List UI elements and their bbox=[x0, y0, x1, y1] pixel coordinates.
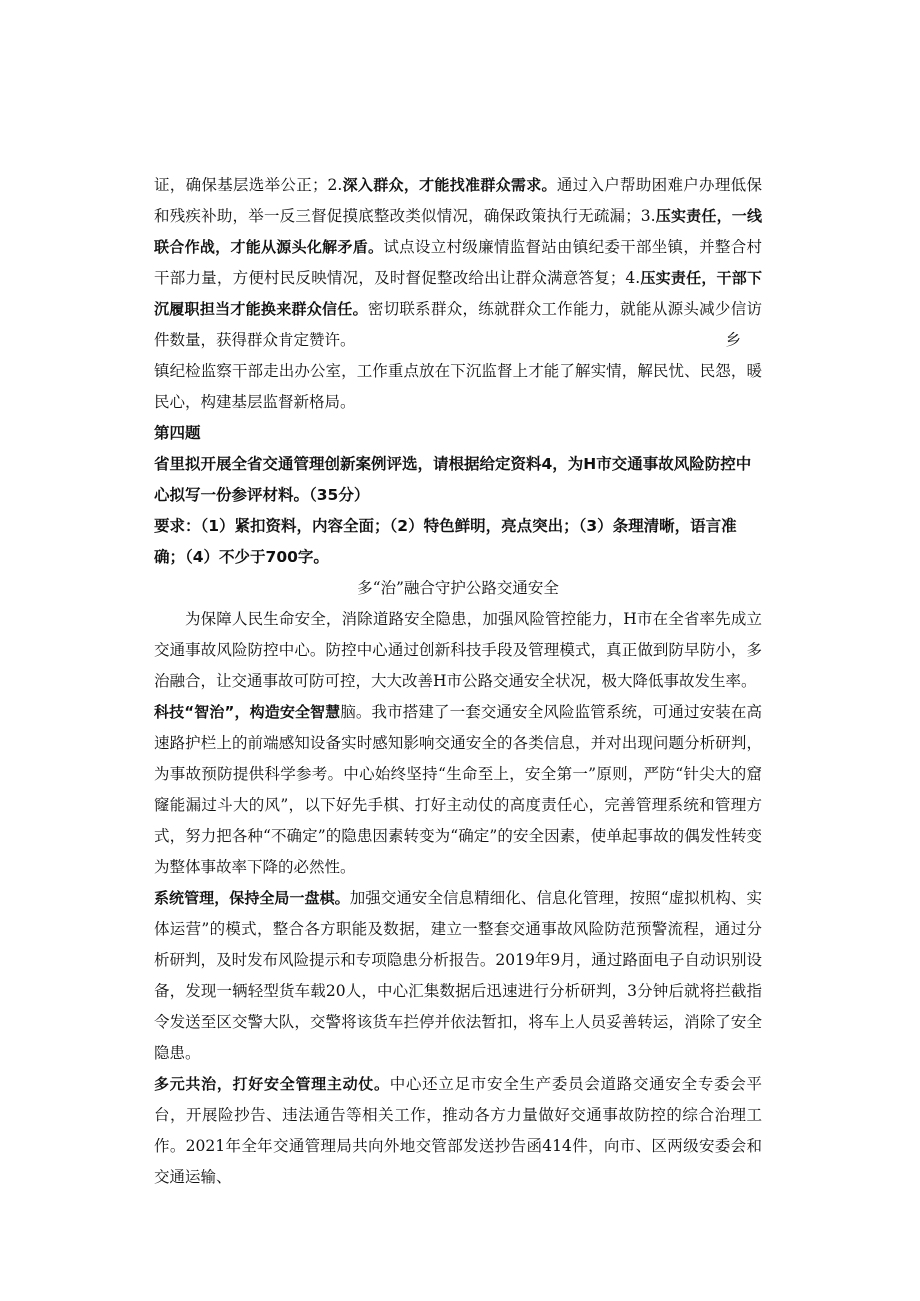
bold-point-4: 压实责任，干部下沉履职担当才能换来群众信任。 bbox=[154, 269, 762, 318]
stray-char: 乡 bbox=[725, 331, 742, 349]
essay-section-3 bbox=[154, 1069, 762, 1193]
bold-point-3: 压实责任，一线联合作战，才能从源头化解矛盾。 bbox=[154, 207, 762, 256]
essay-section-1 bbox=[154, 697, 762, 883]
essay-title: 多“治”融合守护公路交通安全 bbox=[357, 579, 559, 597]
document-page bbox=[154, 170, 762, 1193]
text-run: 试点设立村级廉情监督站由镇纪委干部坐镇，并整合村干部力量，方便村民反映情况，及时督促整改给出让群众满意答复；4. bbox=[154, 238, 762, 287]
top-paragraph-continued: 镇纪检监察干部走出办公室，工作重点放在下沉监督上才能了解实情，解民忧、民怨，暖民心，构建基层监督新格局。 bbox=[154, 362, 762, 411]
section-3-body: 中心还立足市安全生产委员会道路交通安全专委会平台，开展险抄告、违法通告等相关工作，推动各方力量做好交通事故防控的综合治理工作。2021年全年交通管理局共向外地交管部发送抄告函414件，向市、区两级安委会和交通运输、 bbox=[154, 1075, 762, 1186]
section-1-heading: 科技“智治”，构造安全智慧 bbox=[154, 703, 341, 721]
section-1-body: 脑。我市搭建了一套交通安全风险监管系统，可通过安装在高速路护栏上的前端感知设备实时感知影响交通安全的各类信息，并对出现问题分析研判，为事故预防提供科学参考。中心始终坚持“生命至上，安全第一”原则，严防“针尖大的窟窿能漏过斗大的风”，以下好先手棋、打好主动仗的高度责任心，完善管理系统和管理方式，努力把各种“不确定”的隐患因素转变为“确定”的安全因素，使单起事故的偶发性转变为整体事故率下降的必然性。 bbox=[154, 703, 762, 876]
bold-point-2: 深入群众，才能找准群众需求。 bbox=[342, 176, 557, 194]
essay-section-2 bbox=[154, 883, 762, 1069]
question-prompt: 省里拟开展全省交通管理创新案例评选，请根据给定资料4，为H市交通事故风险防控中心拟写一份参评材料。（35分） bbox=[154, 455, 752, 504]
essay-intro: 为保障人民生命安全，消除道路安全隐患，加强风险管控能力，H市在全省率先成立交通事故风险防控中心。防控中心通过创新科技手段及管理模式，真正做到防早防小，多治融合，让交通事故可防可控，大大改善H市公路交通安全状况，极大降低事故发生率。 bbox=[154, 610, 762, 690]
top-paragraph bbox=[154, 170, 762, 356]
text-run: 通过入户帮助困难户办理低保和残疾补助，举一反三督促摸底整改类似情况，确保政策执行无疏漏；3. bbox=[154, 176, 762, 225]
section-3-heading: 多元共治，打好安全管理主动仗。 bbox=[154, 1075, 390, 1093]
question-requirements: 要求：（1）紧扣资料，内容全面；（2）特色鲜明，亮点突出；（3）条理清晰，语言准确；（4）不少于700字。 bbox=[154, 517, 737, 566]
text-run: 密切联系群众，练就群众工作能力，就能从源头减少信访件数量，获得群众肯定赞许。 bbox=[154, 300, 762, 349]
question-label: 第四题 bbox=[154, 424, 201, 442]
text-run: 证，确保基层选举公正；2. bbox=[154, 176, 343, 194]
section-2-heading: 系统管理，保持全局一盘棋。 bbox=[154, 889, 350, 907]
section-2-body: 加强交通安全信息精细化、信息化管理，按照“虚拟机构、实体运营”的模式，整合各方职能及数据，建立一整套交通事故风险防范预警流程，通过分析研判，及时发布风险提示和专项隐患分析报告。2019年9月，通过路面电子自动识别设备，发现一辆轻型货车载20人，中心汇集数据后迅速进行分析研判，3分钟后就将拦截指令发送至区交警大队，交警将该货车拦停并依法暂扣，将车上人员妥善转运，消除了安全隐患。 bbox=[154, 889, 762, 1062]
